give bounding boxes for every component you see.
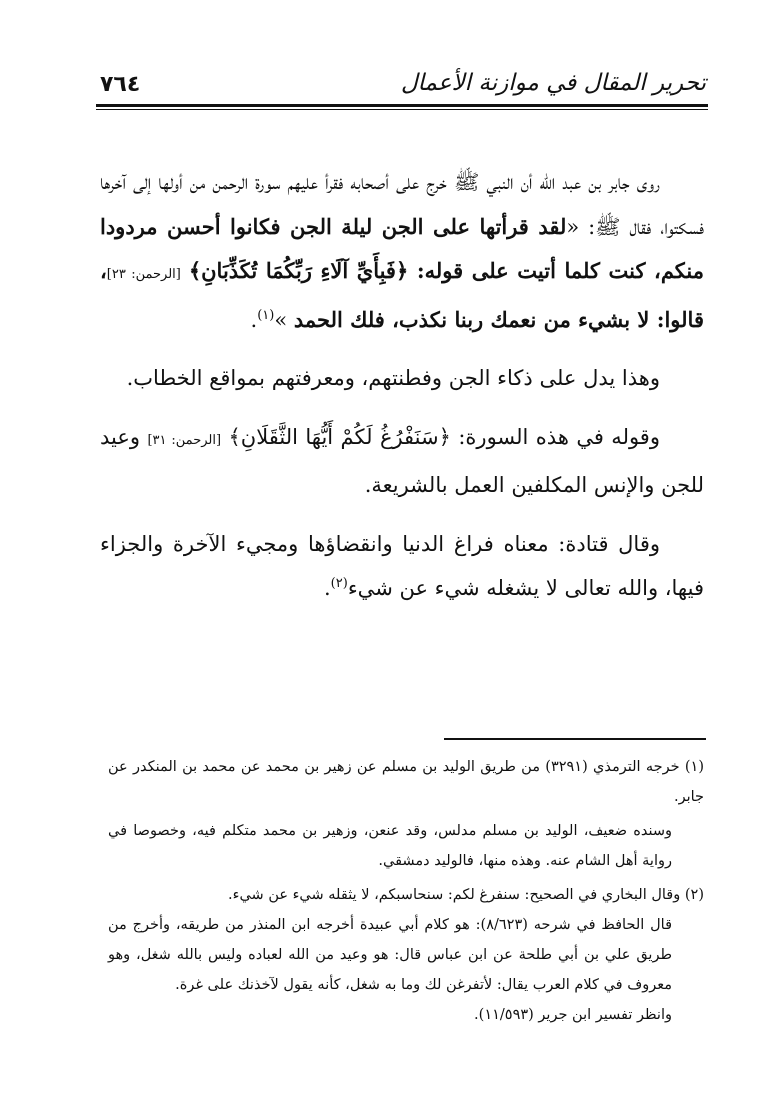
qatada-text: وقال قتادة: معناه فراغ الدنيا وانقضاؤها ومجيء الآخرة والجزاء فيها، والله تعالى لا يشغله شيء عن شيء [100,531,704,600]
page-header [96,68,708,108]
footnote-2-number: (٢) [684,887,704,903]
paragraph-warning [100,415,704,508]
paragraph-qatada [100,522,704,611]
footnote-marker-1: (١) [257,307,275,323]
footnote-1 [108,752,704,812]
footnote-2-para-3: وانظر تفسير ابن جرير (١١/٥٩٣). [474,1007,672,1023]
verse-reference-2: [الرحمن: ٣١] [147,432,222,448]
hadith-text-end: ، قالوا: لا بشيء من نعمك ربنا نكذب، فلك الحمد [100,258,704,332]
paragraph-end-2: . [323,576,331,600]
running-title: تحرير المقال في موازنة الأعمال [400,70,706,96]
footnote-1-text: خرجه الترمذي (٣٢٩١) من طريق الوليد بن مسلم عن زهير بن محمد عن محمد بن المنكدر عن جابر. [108,759,704,805]
footnote-1-number: (١) [684,759,704,775]
header-rule-thin [96,109,708,110]
page-number: ٧٦٤ [100,72,141,97]
quran-verse-2: ﴿سَنَفْرُغُ لَكُمْ أَيُّهَا الثَّقَلَانِ﴾ [228,424,451,449]
hadith-text: لقد قرأتها على الجن ليلة الجن فكانوا أحسن مردودا منكم، كنت كلما أتيت على قوله: [100,213,704,283]
paragraph-jinn-intelligence: وهذا يدل على ذكاء الجن وفطنتهم، ومعرفتهم بمواقع الخطاب. [126,366,660,390]
footnotes [108,752,704,1030]
footnote-2-para-2: قال الحافظ في شرحه (٨/٦٢٣): هو كلام أبي عبيدة أخرجه ابن المنذر من طريقه، وأخرج من طريق علي بن أبي طلحة عن ابن عباس قال: هو وعيد من الله لعباده وليس بالله شغل، وهو معروف في كلام العرب يقال: لأتفرغن لك وما به شغل، كأنه يقول لآخذنك على غرة. [108,917,672,993]
hadith-intro: روى جابر بن عبد الله أن النبي ﷺ خرج على أصحابه فقرأ عليهم سورة الرحمن من أولها إلى آخرها فسكتوا، فقال ﷺ: « [100,170,704,239]
footnote-marker-2: (٢) [330,576,348,591]
header-rule-thick [96,104,708,107]
footnote-2 [108,880,704,910]
footnote-1-para-2: وسنده ضعيف، الوليد بن مسلم مدلس، وقد عنعن، وزهير بن محمد متكلم فيه، وخصوصا في رواية أهل الشام عنه. وهذه منها، فالوليد دمشقي. [108,823,672,869]
verse-reference: [الرحمن: ٢٣] [106,267,181,282]
paragraph-hadith [100,160,704,342]
hadith-close-quote: » [274,307,294,332]
quran-verse: ﴿فَبِأَيِّ آلَاءِ رَبِّكُمَا تُكَذِّبَانِ﴾ [188,258,409,283]
warning-text: وعيد للجن والإنس المكلفين العمل بالشريعة. [100,424,704,497]
main-text [100,160,704,611]
footnote-separator [444,738,706,740]
paragraph-end: . [250,307,258,332]
footnote-2-text: وقال البخاري في الصحيح: سنفرغ لكم: سنحاسبكم، لا يثقله شيء عن شيء. [228,887,681,903]
warning-intro: وقوله في هذه السورة: [450,424,660,449]
